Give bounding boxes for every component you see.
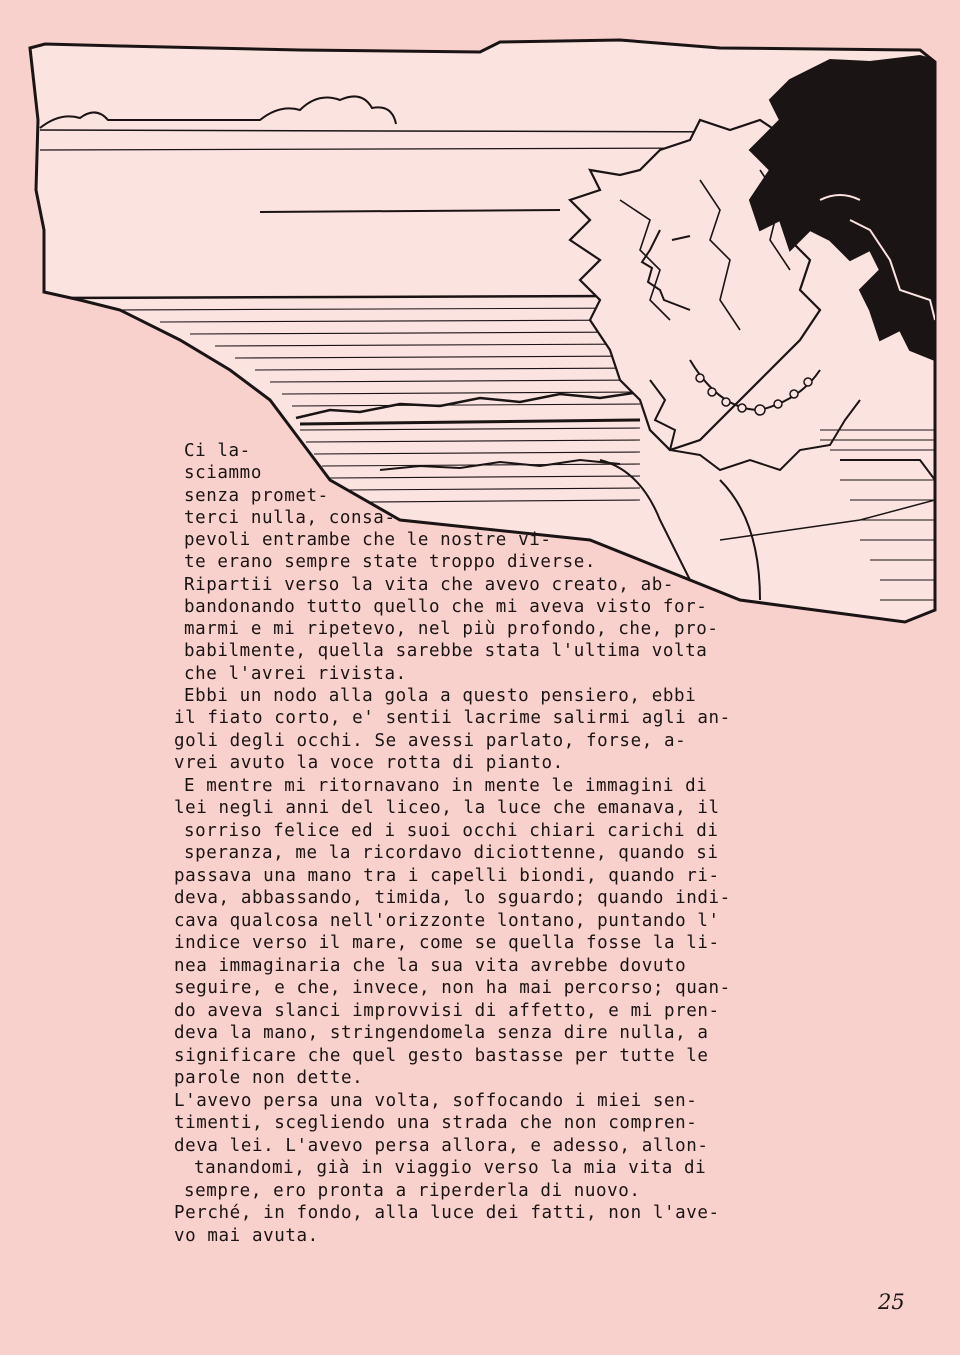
story-line: sciammo — [184, 463, 262, 483]
story-line: il fiato corto, e' sentii lacrime salirmi agli an- — [174, 708, 731, 728]
story-line: che l'avrei rivista. — [184, 664, 407, 684]
story-line: sempre, ero pronta a riperderla di nuovo. — [184, 1181, 641, 1201]
story-line: te erano sempre state troppo diverse. — [184, 552, 597, 572]
story-line: lei negli anni del liceo, la luce che emanava, il — [174, 798, 720, 818]
story-line: passava una mano tra i capelli biondi, quando ri- — [174, 866, 720, 886]
story-line: pevoli entrambe che le nostre vi- — [184, 530, 552, 550]
story-line: sorriso felice ed i suoi occhi chiari carichi di — [184, 821, 719, 841]
story-line: terci nulla, consa- — [184, 508, 396, 528]
story-line: Ebbi un nodo alla gola a questo pensiero, ebbi — [184, 686, 697, 706]
story-line: vo mai avuta. — [174, 1226, 319, 1246]
story-line: marmi e mi ripetevo, nel più profondo, che, pro- — [184, 619, 719, 639]
story-line: Ripartii verso la vita che avevo creato, ab- — [184, 575, 674, 595]
story-line: babilmente, quella sarebbe stata l'ultima volta — [184, 641, 708, 661]
story-line: cava qualcosa nell'orizzonte lontano, puntando l' — [174, 911, 720, 931]
story-line: deva la mano, stringendomela senza dire nulla, a — [174, 1023, 709, 1043]
story-line: do aveva slanci improvvisi di affetto, e mi pren- — [174, 1001, 720, 1021]
story-line: deva, abbassando, timida, lo sguardo; quando indi- — [174, 888, 731, 908]
page-number: 25 — [878, 1290, 905, 1314]
story-line: seguire, e che, invece, non ha mai percorso; quan- — [174, 978, 731, 998]
story-line: L'avevo persa una volta, soffocando i miei sen- — [174, 1091, 698, 1111]
story-line: parole non dette. — [174, 1068, 364, 1088]
story-line: significare che quel gesto bastasse per tutte le — [174, 1046, 709, 1066]
story-line: deva lei. L'avevo persa allora, e adesso, allon- — [174, 1136, 709, 1156]
story-line: E mentre mi ritornavano in mente le immagini di — [184, 776, 708, 796]
story-line: tanandomi, già in viaggio verso la mia vita di — [194, 1158, 707, 1178]
story-line: senza promet- — [184, 486, 329, 506]
story-line: timenti, scegliendo una strada che non compren- — [174, 1113, 698, 1133]
story-line: indice verso il mare, come se quella fosse la li- — [174, 933, 720, 953]
story-line: Perché, in fondo, alla luce dei fatti, non l'ave- — [174, 1203, 720, 1223]
story-line: Ci la- — [184, 441, 251, 461]
story-line: goli degli occhi. Se avessi parlato, forse, a- — [174, 731, 687, 751]
story-line: bandonando tutto quello che mi aveva visto for- — [184, 597, 708, 617]
story-line: speranza, me la ricordavo diciottenne, quando si — [184, 843, 719, 863]
story-line: vrei avuto la voce rotta di pianto. — [174, 753, 564, 773]
story-line: nea immaginaria che la sua vita avrebbe dovuto — [174, 956, 687, 976]
